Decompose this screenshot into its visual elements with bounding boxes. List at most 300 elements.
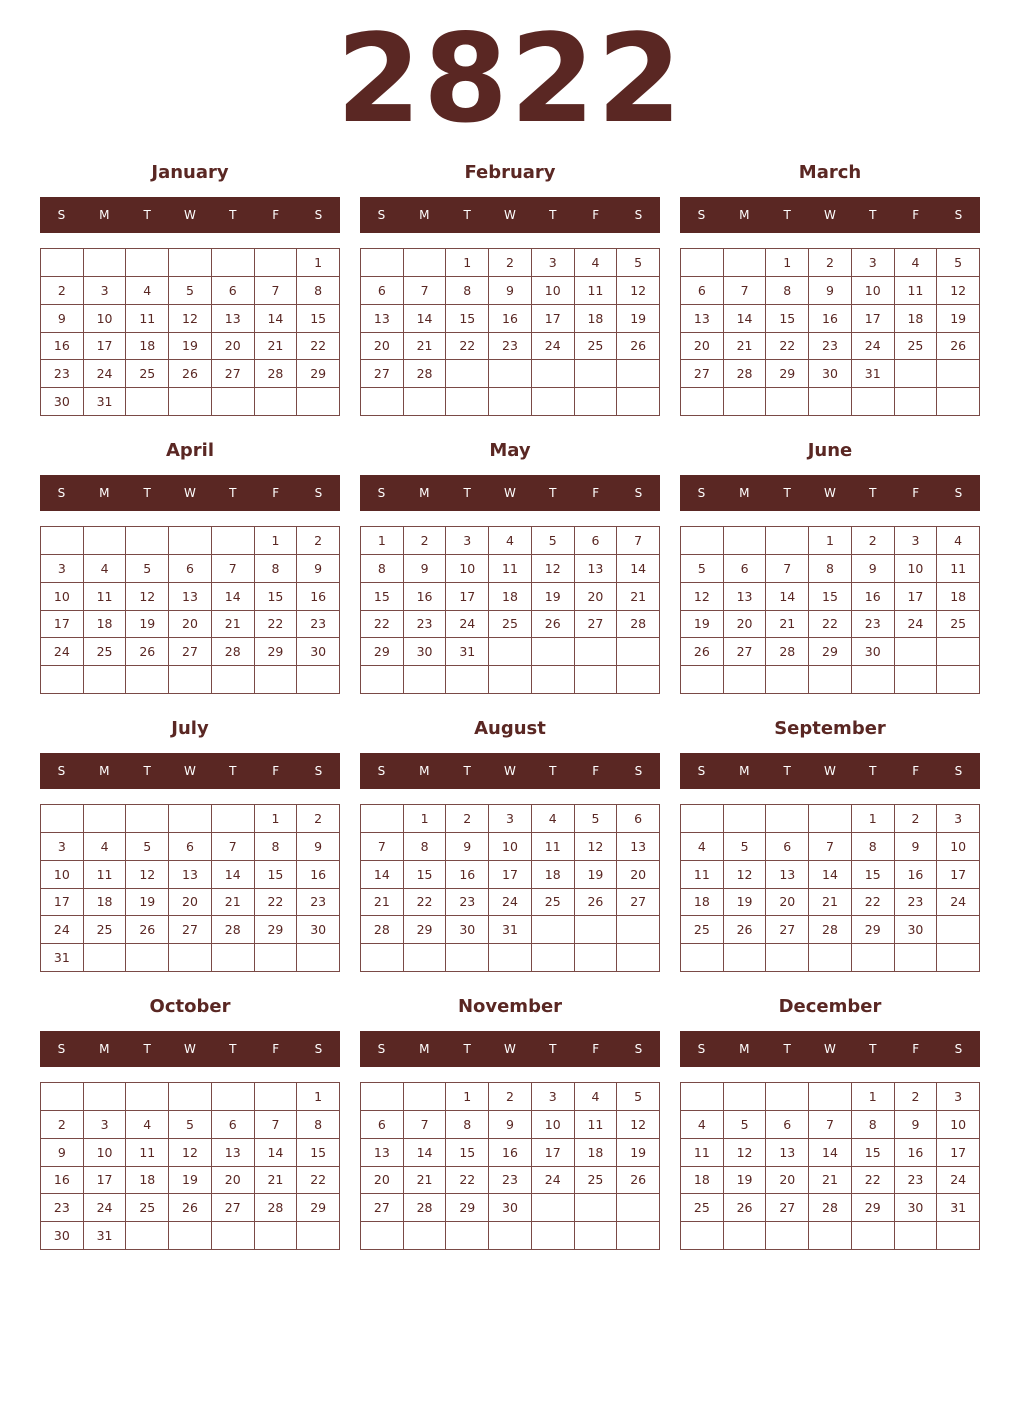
day-cell: 2 — [809, 249, 852, 277]
empty-cell — [809, 1083, 852, 1111]
day-cell: 28 — [404, 1194, 447, 1222]
day-cell: 13 — [766, 861, 809, 889]
day-grid — [680, 1082, 980, 1250]
empty-cell — [169, 527, 212, 555]
day-cell: 25 — [489, 611, 532, 639]
day-cell: 29 — [766, 360, 809, 388]
day-cell: 3 — [895, 527, 938, 555]
day-cell: 21 — [404, 1167, 447, 1195]
weekday-label: T — [463, 1042, 471, 1056]
empty-cell — [766, 388, 809, 416]
empty-cell — [617, 666, 660, 694]
day-cell: 12 — [169, 305, 212, 333]
day-cell: 30 — [41, 388, 84, 416]
weekday-label: T — [783, 208, 791, 222]
weekday-label: W — [504, 764, 516, 778]
month-name: November — [457, 996, 563, 1017]
day-cell: 7 — [255, 1111, 298, 1139]
day-cell: 14 — [404, 1139, 447, 1167]
day-cell: 25 — [126, 1194, 169, 1222]
empty-cell — [895, 388, 938, 416]
weekday-label: F — [592, 764, 600, 778]
empty-cell — [489, 666, 532, 694]
empty-cell — [937, 1222, 980, 1250]
empty-cell — [532, 1194, 575, 1222]
day-grid — [680, 526, 980, 694]
empty-cell — [895, 638, 938, 666]
day-cell: 4 — [126, 277, 169, 305]
day-cell: 6 — [575, 527, 618, 555]
empty-cell — [937, 360, 980, 388]
day-cell: 11 — [84, 861, 127, 889]
day-cell: 21 — [255, 333, 298, 361]
day-cell: 8 — [809, 555, 852, 583]
day-cell: 24 — [532, 333, 575, 361]
day-cell: 20 — [212, 333, 255, 361]
day-cell: 20 — [212, 1167, 255, 1195]
day-cell: 21 — [255, 1167, 298, 1195]
day-cell: 23 — [446, 889, 489, 917]
day-cell: 2 — [489, 249, 532, 277]
day-cell: 29 — [297, 1194, 340, 1222]
day-cell: 23 — [895, 889, 938, 917]
empty-cell — [617, 916, 660, 944]
empty-cell — [361, 388, 404, 416]
day-cell: 10 — [84, 1139, 127, 1167]
day-cell: 15 — [361, 583, 404, 611]
weekday-label: T — [783, 764, 791, 778]
day-cell: 2 — [41, 277, 84, 305]
empty-cell — [255, 666, 298, 694]
day-cell: 7 — [361, 833, 404, 861]
weekday-label: S — [954, 1042, 963, 1056]
weekday-label: T — [229, 208, 237, 222]
day-cell: 11 — [126, 305, 169, 333]
day-cell: 5 — [532, 527, 575, 555]
day-cell: 21 — [404, 333, 447, 361]
day-cell: 3 — [84, 277, 127, 305]
empty-cell — [297, 944, 340, 972]
day-cell: 28 — [724, 360, 767, 388]
weekday-label: S — [57, 486, 66, 500]
empty-cell — [532, 944, 575, 972]
day-cell: 14 — [255, 1139, 298, 1167]
weekday-label: M — [419, 208, 430, 222]
day-cell: 8 — [404, 833, 447, 861]
weekday-label: S — [377, 486, 386, 500]
empty-cell — [617, 360, 660, 388]
day-cell: 20 — [766, 1167, 809, 1195]
empty-cell — [937, 916, 980, 944]
day-cell: 30 — [297, 916, 340, 944]
day-cell: 13 — [212, 1139, 255, 1167]
weekday-label: S — [954, 208, 963, 222]
day-cell: 10 — [532, 1111, 575, 1139]
day-cell: 18 — [575, 305, 618, 333]
empty-cell — [532, 916, 575, 944]
day-cell: 16 — [489, 305, 532, 333]
empty-cell — [617, 1194, 660, 1222]
day-cell: 28 — [255, 360, 298, 388]
empty-cell — [724, 249, 767, 277]
day-cell: 2 — [41, 1111, 84, 1139]
weekday-label: T — [463, 486, 471, 500]
empty-cell — [852, 388, 895, 416]
day-cell: 24 — [895, 611, 938, 639]
weekday-label: T — [229, 1042, 237, 1056]
day-cell: 1 — [446, 249, 489, 277]
day-cell: 9 — [297, 833, 340, 861]
day-cell: 15 — [766, 305, 809, 333]
day-cell: 15 — [446, 1139, 489, 1167]
weekday-label: F — [592, 208, 600, 222]
day-cell: 26 — [617, 333, 660, 361]
day-cell: 31 — [84, 388, 127, 416]
weekday-label: T — [463, 764, 471, 778]
weekday-label: T — [549, 1042, 557, 1056]
day-cell: 23 — [852, 611, 895, 639]
day-cell: 7 — [404, 277, 447, 305]
day-cell: 14 — [255, 305, 298, 333]
day-cell: 12 — [575, 833, 618, 861]
day-cell: 18 — [681, 1167, 724, 1195]
day-cell: 27 — [361, 360, 404, 388]
day-cell: 26 — [937, 333, 980, 361]
day-cell: 3 — [937, 1083, 980, 1111]
day-cell: 30 — [895, 916, 938, 944]
day-cell: 5 — [126, 555, 169, 583]
day-cell: 17 — [41, 611, 84, 639]
day-cell: 5 — [937, 249, 980, 277]
day-cell: 10 — [41, 583, 84, 611]
day-cell: 29 — [297, 360, 340, 388]
empty-cell — [84, 666, 127, 694]
day-cell: 14 — [766, 583, 809, 611]
day-cell: 22 — [446, 1167, 489, 1195]
day-cell: 27 — [766, 916, 809, 944]
day-cell: 16 — [41, 1167, 84, 1195]
day-cell: 12 — [724, 1139, 767, 1167]
day-cell: 28 — [212, 638, 255, 666]
day-cell: 28 — [361, 916, 404, 944]
day-cell: 30 — [41, 1222, 84, 1250]
day-cell: 25 — [575, 333, 618, 361]
empty-cell — [681, 666, 724, 694]
day-cell: 9 — [809, 277, 852, 305]
day-grid — [40, 526, 340, 694]
weekday-label: T — [869, 1042, 877, 1056]
day-cell: 29 — [361, 638, 404, 666]
day-cell: 3 — [41, 555, 84, 583]
day-cell: 8 — [446, 277, 489, 305]
empty-cell — [212, 527, 255, 555]
day-cell: 11 — [937, 555, 980, 583]
empty-cell — [446, 388, 489, 416]
weekday-label: W — [184, 764, 196, 778]
weekday-label: S — [377, 1042, 386, 1056]
day-cell: 15 — [852, 861, 895, 889]
weekday-label: T — [143, 486, 151, 500]
empty-cell — [169, 249, 212, 277]
empty-cell — [255, 944, 298, 972]
empty-cell — [84, 527, 127, 555]
empty-cell — [809, 944, 852, 972]
day-cell: 4 — [575, 1083, 618, 1111]
empty-cell — [852, 666, 895, 694]
day-cell: 27 — [575, 611, 618, 639]
day-cell: 13 — [169, 861, 212, 889]
day-cell: 10 — [532, 277, 575, 305]
day-cell: 22 — [766, 333, 809, 361]
empty-cell — [169, 1222, 212, 1250]
day-cell: 17 — [489, 861, 532, 889]
weekday-label: M — [99, 1042, 110, 1056]
day-cell: 30 — [297, 638, 340, 666]
day-cell: 30 — [446, 916, 489, 944]
day-cell: 31 — [852, 360, 895, 388]
day-cell: 27 — [169, 916, 212, 944]
day-cell: 6 — [681, 277, 724, 305]
day-cell: 4 — [489, 527, 532, 555]
day-cell: 26 — [575, 889, 618, 917]
day-cell: 2 — [297, 805, 340, 833]
day-cell: 11 — [895, 277, 938, 305]
day-cell: 8 — [361, 555, 404, 583]
empty-cell — [532, 388, 575, 416]
day-cell: 27 — [766, 1194, 809, 1222]
weekday-label: T — [143, 208, 151, 222]
weekday-label: W — [824, 1042, 836, 1056]
empty-cell — [212, 805, 255, 833]
day-cell: 18 — [681, 889, 724, 917]
day-cell: 5 — [681, 555, 724, 583]
day-cell: 19 — [937, 305, 980, 333]
weekday-label: T — [143, 764, 151, 778]
day-cell: 16 — [489, 1139, 532, 1167]
empty-cell — [446, 360, 489, 388]
day-cell: 24 — [41, 916, 84, 944]
day-grid — [360, 1082, 660, 1250]
weekday-label: W — [824, 486, 836, 500]
empty-cell — [681, 1222, 724, 1250]
month-name: August — [474, 718, 546, 739]
day-cell: 2 — [297, 527, 340, 555]
day-cell: 23 — [41, 1194, 84, 1222]
day-cell: 24 — [41, 638, 84, 666]
empty-cell — [766, 944, 809, 972]
day-cell: 15 — [255, 583, 298, 611]
weekday-label: S — [634, 1042, 643, 1056]
day-cell: 19 — [169, 1167, 212, 1195]
day-cell: 8 — [297, 1111, 340, 1139]
day-cell: 17 — [84, 333, 127, 361]
empty-cell — [404, 388, 447, 416]
empty-cell — [489, 388, 532, 416]
weekday-header — [680, 753, 980, 789]
day-cell: 7 — [212, 833, 255, 861]
empty-cell — [255, 1083, 298, 1111]
day-cell: 15 — [297, 305, 340, 333]
day-cell: 24 — [84, 360, 127, 388]
day-cell: 14 — [404, 305, 447, 333]
day-cell: 5 — [575, 805, 618, 833]
weekday-label: M — [99, 764, 110, 778]
weekday-label: T — [549, 764, 557, 778]
day-cell: 3 — [41, 833, 84, 861]
day-cell: 13 — [169, 583, 212, 611]
empty-cell — [169, 666, 212, 694]
weekday-label: M — [99, 208, 110, 222]
month-name: July — [171, 718, 209, 739]
weekday-label: T — [869, 764, 877, 778]
weekday-label: T — [869, 208, 877, 222]
weekday-label: S — [57, 764, 66, 778]
day-cell: 10 — [41, 861, 84, 889]
day-grid — [360, 804, 660, 972]
weekday-header — [40, 1031, 340, 1067]
day-cell: 5 — [724, 1111, 767, 1139]
day-cell: 21 — [212, 889, 255, 917]
day-cell: 24 — [852, 333, 895, 361]
empty-cell — [724, 527, 767, 555]
weekday-label: S — [314, 208, 323, 222]
month-name: March — [798, 162, 862, 183]
empty-cell — [766, 666, 809, 694]
day-cell: 2 — [446, 805, 489, 833]
empty-cell — [809, 805, 852, 833]
weekday-label: F — [912, 486, 920, 500]
day-cell: 28 — [617, 611, 660, 639]
day-cell: 1 — [255, 805, 298, 833]
weekday-label: S — [634, 208, 643, 222]
empty-cell — [852, 944, 895, 972]
empty-cell — [41, 805, 84, 833]
weekday-label: T — [229, 764, 237, 778]
weekday-header — [360, 475, 660, 511]
day-cell: 7 — [404, 1111, 447, 1139]
weekday-label: S — [697, 208, 706, 222]
day-cell: 20 — [681, 333, 724, 361]
day-cell: 14 — [724, 305, 767, 333]
empty-cell — [404, 666, 447, 694]
day-cell: 24 — [532, 1167, 575, 1195]
day-cell: 17 — [532, 1139, 575, 1167]
weekday-header — [40, 197, 340, 233]
empty-cell — [681, 944, 724, 972]
empty-cell — [446, 666, 489, 694]
day-cell: 27 — [361, 1194, 404, 1222]
weekday-label: F — [272, 1042, 280, 1056]
day-cell: 12 — [617, 277, 660, 305]
weekday-header — [360, 753, 660, 789]
day-cell: 21 — [212, 611, 255, 639]
day-cell: 13 — [212, 305, 255, 333]
day-cell: 14 — [809, 1139, 852, 1167]
empty-cell — [126, 666, 169, 694]
day-cell: 2 — [404, 527, 447, 555]
day-cell: 14 — [212, 583, 255, 611]
empty-cell — [297, 388, 340, 416]
empty-cell — [532, 360, 575, 388]
month-name: June — [807, 440, 853, 461]
day-cell: 4 — [532, 805, 575, 833]
empty-cell — [532, 666, 575, 694]
day-cell: 28 — [809, 916, 852, 944]
day-cell: 5 — [724, 833, 767, 861]
day-cell: 3 — [532, 1083, 575, 1111]
day-cell: 12 — [937, 277, 980, 305]
day-cell: 6 — [169, 833, 212, 861]
month-name: February — [464, 162, 556, 183]
day-cell: 9 — [489, 1111, 532, 1139]
day-cell: 25 — [681, 1194, 724, 1222]
month-name: January — [151, 162, 229, 183]
weekday-label: W — [504, 486, 516, 500]
day-cell: 20 — [617, 861, 660, 889]
day-cell: 2 — [895, 805, 938, 833]
weekday-label: F — [912, 1042, 920, 1056]
empty-cell — [404, 1083, 447, 1111]
day-cell: 22 — [852, 889, 895, 917]
weekday-label: T — [549, 486, 557, 500]
weekday-label: M — [739, 1042, 750, 1056]
day-cell: 1 — [809, 527, 852, 555]
day-cell: 13 — [361, 1139, 404, 1167]
empty-cell — [895, 1222, 938, 1250]
day-cell: 17 — [937, 1139, 980, 1167]
day-cell: 11 — [681, 1139, 724, 1167]
empty-cell — [361, 805, 404, 833]
weekday-header — [40, 753, 340, 789]
weekday-label: W — [504, 208, 516, 222]
day-cell: 12 — [617, 1111, 660, 1139]
empty-cell — [404, 944, 447, 972]
day-cell: 29 — [446, 1194, 489, 1222]
day-cell: 10 — [446, 555, 489, 583]
weekday-header — [40, 475, 340, 511]
empty-cell — [404, 1222, 447, 1250]
empty-cell — [126, 944, 169, 972]
day-cell: 27 — [724, 638, 767, 666]
day-cell: 19 — [532, 583, 575, 611]
day-cell: 6 — [617, 805, 660, 833]
day-cell: 21 — [724, 333, 767, 361]
day-cell: 25 — [895, 333, 938, 361]
day-cell: 22 — [297, 1167, 340, 1195]
weekday-label: W — [184, 208, 196, 222]
day-cell: 14 — [809, 861, 852, 889]
empty-cell — [297, 666, 340, 694]
empty-cell — [724, 1083, 767, 1111]
day-cell: 19 — [617, 1139, 660, 1167]
empty-cell — [489, 360, 532, 388]
empty-cell — [84, 1083, 127, 1111]
weekday-label: F — [272, 486, 280, 500]
day-cell: 27 — [212, 1194, 255, 1222]
weekday-label: M — [419, 764, 430, 778]
day-cell: 30 — [895, 1194, 938, 1222]
day-cell: 5 — [617, 249, 660, 277]
weekday-label: T — [869, 486, 877, 500]
day-grid — [40, 248, 340, 416]
day-cell: 6 — [361, 277, 404, 305]
weekday-label: T — [549, 208, 557, 222]
empty-cell — [724, 944, 767, 972]
day-grid — [680, 804, 980, 972]
day-cell: 13 — [575, 555, 618, 583]
day-cell: 24 — [937, 889, 980, 917]
empty-cell — [681, 1083, 724, 1111]
